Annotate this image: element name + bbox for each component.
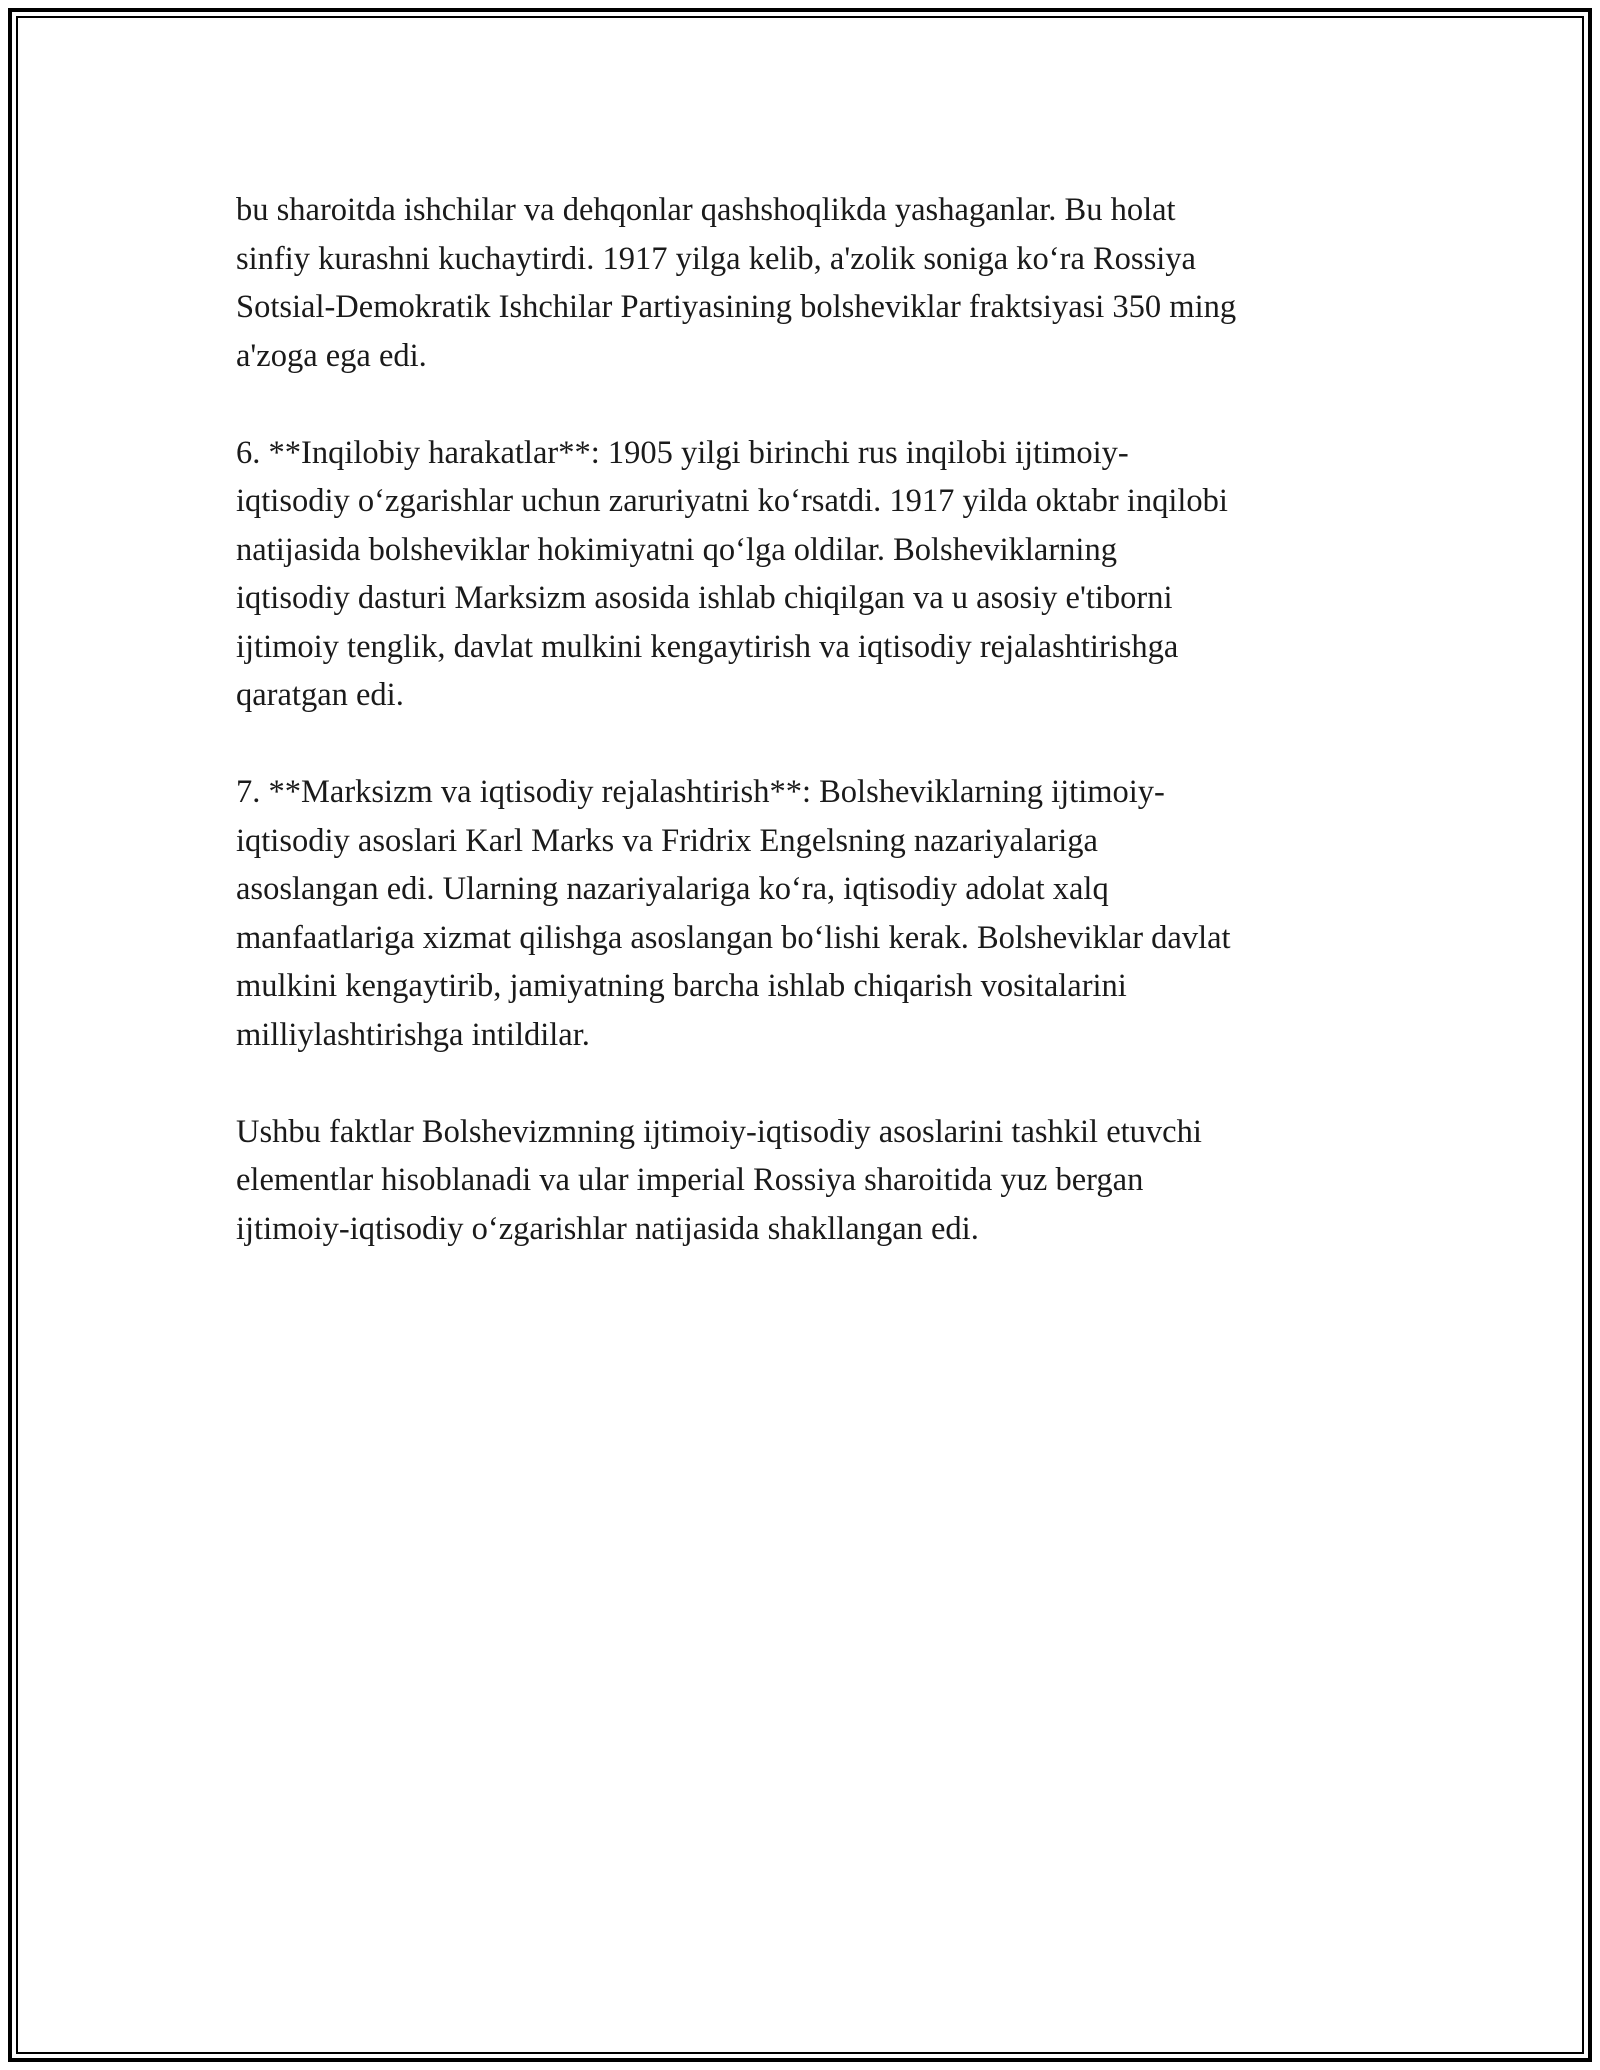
text-line: 7. **Marksizm va iqtisodiy rejalashtirish**: Bolsheviklarning ijtimoiy-	[236, 774, 1165, 810]
text-line: bu sharoitda ishchilar va dehqonlar qashshoqlikda yashaganlar. Bu holat	[236, 192, 1176, 228]
text-line: iqtisodiy asoslari Karl Marks va Fridrix Engelsning nazariyalariga	[236, 822, 1098, 859]
text-line: iqtisodiy o‘zgarishlar uchun zaruriyatni ko‘rsatdi. 1917 yilda oktabr inqilobi	[236, 483, 1228, 519]
text-line: elementlar hisoblanadi va ular imperial Rossiya sharoitida yuz bergan	[236, 1162, 1144, 1198]
text-line: ijtimoiy tenglik, davlat mulkini kengaytirish va iqtisodiy rejalashtirishga	[236, 628, 1179, 665]
text-line: a'zoga ega edi.	[236, 337, 427, 374]
text-line: asoslangan edi. Ularning nazariyalariga ko‘ra, iqtisodiy adolat xalq	[236, 871, 1109, 907]
text-line: manfaatlariga xizmat qilishga asoslangan bo‘lishi kerak. Bolsheviklar davlat	[236, 919, 1231, 956]
text-line: natijasida bolsheviklar hokimiyatni qo‘lga oldilar. Bolsheviklarning	[236, 531, 1117, 568]
paragraph-conclusion	[236, 1108, 1376, 1254]
paragraph-item-7	[236, 768, 1376, 1059]
paragraph-intro-continuation	[236, 186, 1376, 380]
paragraph-item-6	[236, 429, 1376, 720]
text-line: sinfiy kurashni kuchaytirdi. 1917 yilga kelib, a'zolik soniga ko‘ra Rossiya	[236, 240, 1196, 277]
text-line: 6. **Inqilobiy harakatlar**: 1905 yilgi birinchi rus inqilobi ijtimoiy-	[236, 434, 1129, 471]
text-line: milliylashtirishga intildilar.	[236, 1016, 590, 1053]
text-line: Ushbu faktlar Bolshevizmning ijtimoiy-iqtisodiy asoslarini tashkil etuvchi	[236, 1113, 1202, 1150]
text-line: iqtisodiy dasturi Marksizm asosida ishlab chiqilgan va u asosiy e'tiborni	[236, 580, 1173, 616]
document-body	[236, 186, 1376, 1302]
text-line: Sotsial-Demokratik Ishchilar Partiyasining bolsheviklar fraktsiyasi 350 ming	[236, 289, 1237, 325]
text-line: mulkini kengaytirib, jamiyatning barcha ishlab chiqarish vositalarini	[236, 968, 1127, 1004]
text-line: qaratgan edi.	[236, 677, 404, 713]
text-line: ijtimoiy-iqtisodiy o‘zgarishlar natijasida shakllangan edi.	[236, 1210, 979, 1247]
